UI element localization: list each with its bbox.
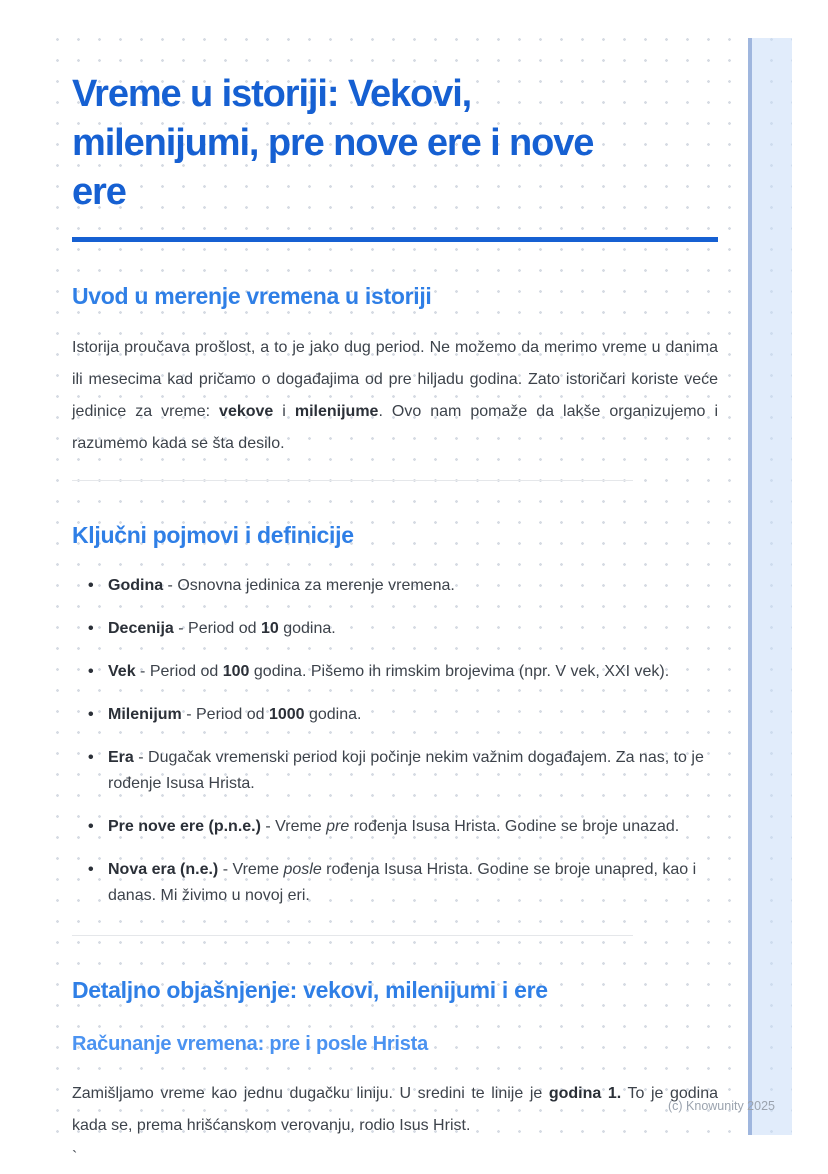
intro-paragraph: Istorija proučava prošlost, a to je jako dug period. Ne možemo da merimo vreme u danima ili mesecima kad pričamo o događajima od pre hiljadu godina. Zato istoričari koriste veće jedinice za vreme: vekove i milenijume. Ovo nam pomaže da lakše organizujemo i razumemo kada se šta desilo.: [72, 339, 718, 452]
definition-list-item: • Nova era (n.e.) - Vreme posle rođenja Isusa Hrista. Godine se broje unapred, kao i danas. Mi živimo u novoj eri.: [72, 857, 718, 909]
subsection-heading-racunanje: Računanje vremena: pre i posle Hrista: [72, 1033, 429, 1055]
section-divider-1: [72, 480, 633, 481]
definition-list-item: • Pre nove ere (p.n.e.) - Vreme pre rođenja Isusa Hrista. Godine se broje unazad.: [72, 814, 718, 840]
page-title: [72, 70, 718, 217]
section-heading-pojmovi: Ključni pojmovi i definicije: [72, 522, 354, 548]
definition-list-item: • Decenija - Period od 10 godina.: [72, 616, 718, 642]
section-heading-detaljno: Detaljno objašnjenje: vekovi, milenijumi i ere: [72, 977, 548, 1003]
title-underline-rule: [72, 237, 718, 242]
definition-list-item: • Milenijum - Period od 1000 godina.: [72, 702, 718, 728]
copyright-footer: (c) Knowunity 2025: [667, 1099, 775, 1113]
definitions-list: [72, 573, 718, 909]
definition-list-item: • Godina - Osnovna jedinica za merenje vremena.: [72, 573, 718, 599]
title-line-1: Vreme u istoriji: Vekovi,: [72, 73, 472, 115]
definition-list-item: • Vek - Period od 100 godina. Pišemo ih rimskim brojevima (npr. V vek, XXI vek).: [72, 659, 718, 685]
section-divider-2: [72, 935, 633, 936]
stray-character: `: [72, 1149, 78, 1166]
title-line-2: milenijumi, pre nove ere i nove: [72, 122, 594, 164]
right-margin-band: [748, 38, 792, 1135]
title-line-3: ere: [72, 171, 126, 213]
timeline-paragraph: Zamišljamo vreme kao jednu dugačku liniju. U sredini te linije je godina 1. To je godina kada se, prema hrišćanskom verovanju, rodio Isus Hrist.: [72, 1085, 719, 1134]
note-paper: [44, 38, 792, 1166]
section-heading-uvod: Uvod u merenje vremena u istoriji: [72, 283, 432, 309]
document-content: [72, 70, 718, 1174]
definition-list-item: • Era - Dugačak vremenski period koji počinje nekim važnim događajem. Za nas, to je rođenje Isusa Hrista.: [72, 745, 718, 797]
